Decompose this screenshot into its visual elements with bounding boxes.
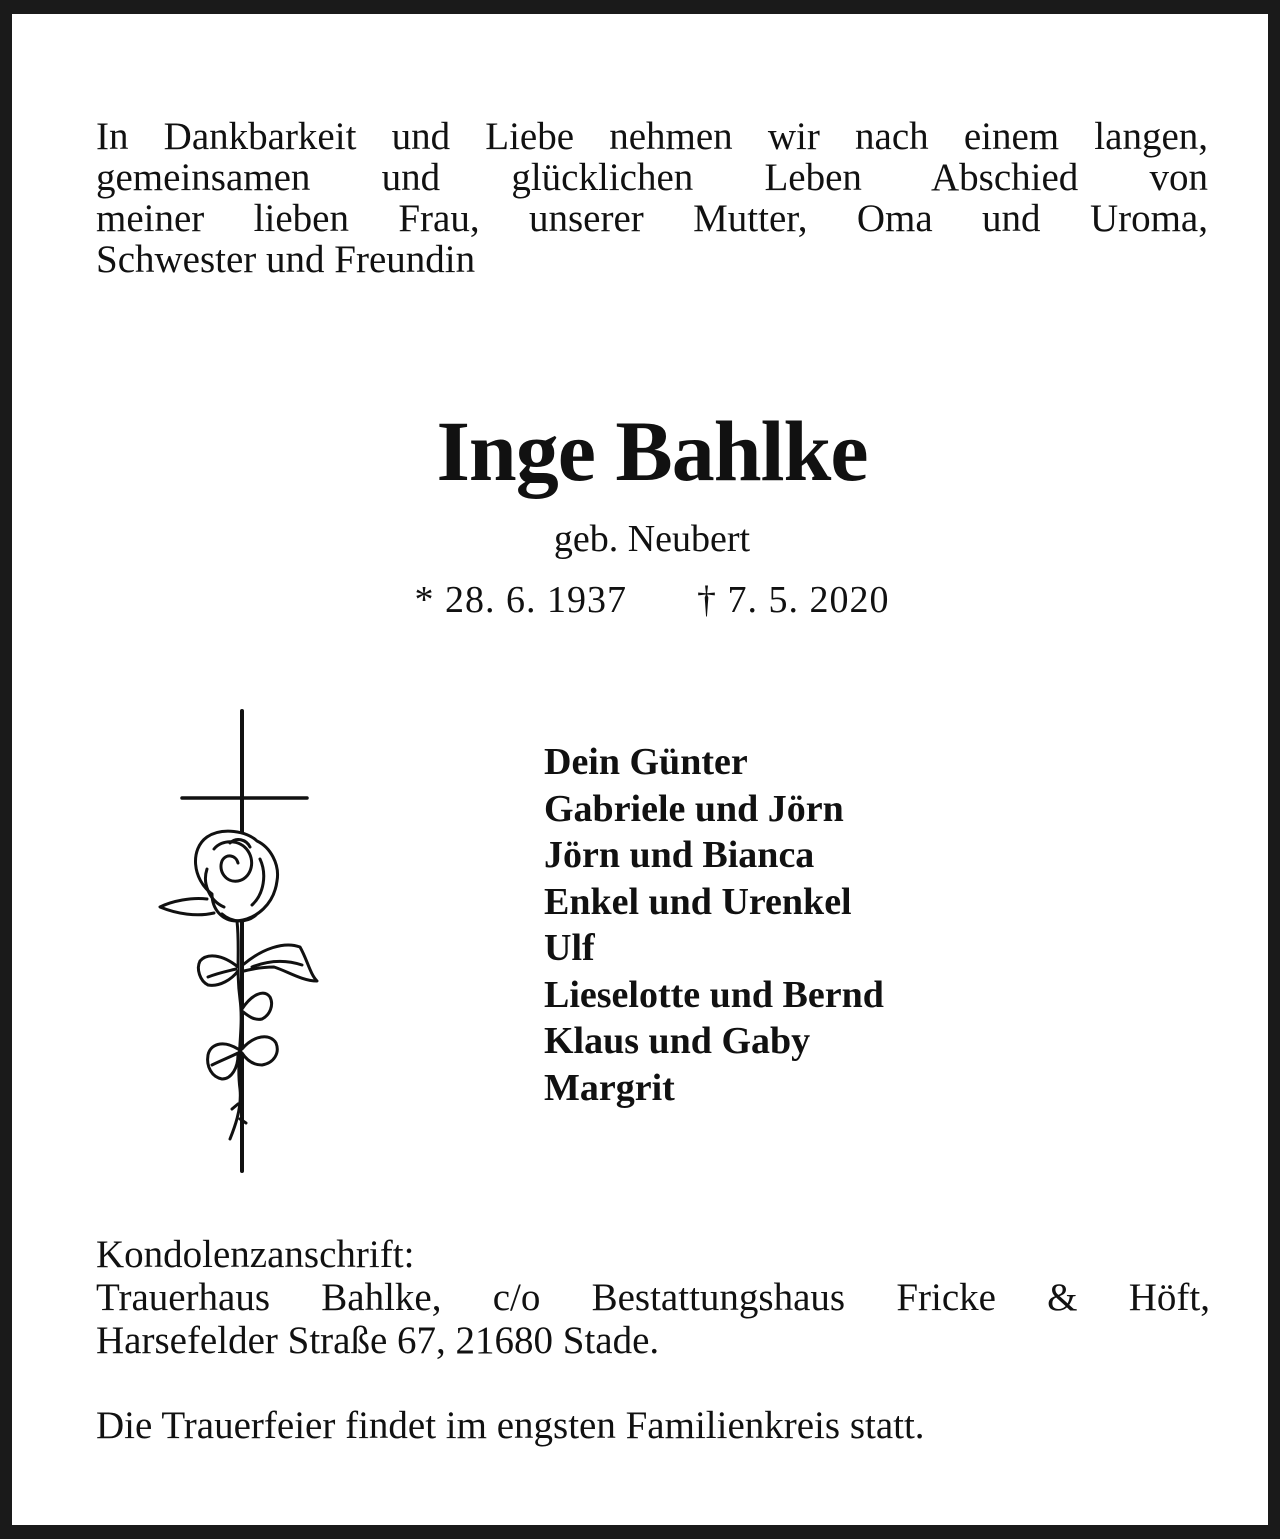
condolence-line: Harsefelder Straße 67, 21680 Stade.: [96, 1319, 660, 1362]
life-dates: [12, 575, 1280, 625]
deceased-name: Inge Bahlke: [436, 403, 868, 499]
signer-name: Dein Günter: [544, 741, 748, 783]
signer-name: Klaus und Gaby: [544, 1020, 811, 1062]
intro-line: gemeinsamen und glücklichen Leben Abschied von: [96, 156, 1208, 199]
intro-line: Schwester und Freundin: [96, 238, 476, 281]
cross-with-rose-icon: [152, 709, 332, 1174]
signers-list: [544, 739, 884, 1111]
signer-name: Jörn und Bianca: [544, 834, 815, 876]
intro-paragraph: [96, 116, 1208, 280]
condolence-address: [96, 1233, 1210, 1362]
condolence-heading: Kondolenzanschrift:: [96, 1233, 415, 1276]
death-date: † 7. 5. 2020: [697, 579, 890, 621]
intro-line: meiner lieben Frau, unserer Mutter, Oma und Uroma,: [96, 197, 1208, 240]
birth-date: * 28. 6. 1937: [414, 579, 627, 621]
maiden-name: geb. Neubert: [553, 518, 751, 560]
signer-name: Gabriele und Jörn: [544, 787, 844, 830]
signer-name: Ulf: [544, 927, 595, 969]
ceremony-note: Die Trauerfeier findet im engsten Familienkreis statt.: [96, 1404, 925, 1447]
signer-name: Margrit: [544, 1066, 675, 1109]
intro-line: In Dankbarkeit und Liebe nehmen wir nach einem langen,: [96, 115, 1208, 158]
signer-name: Lieselotte und Bernd: [544, 973, 884, 1016]
signer-name: Enkel und Urenkel: [544, 880, 852, 923]
condolence-line: Trauerhaus Bahlke, c/o Bestattungshaus Fricke & Höft,: [96, 1276, 1210, 1319]
